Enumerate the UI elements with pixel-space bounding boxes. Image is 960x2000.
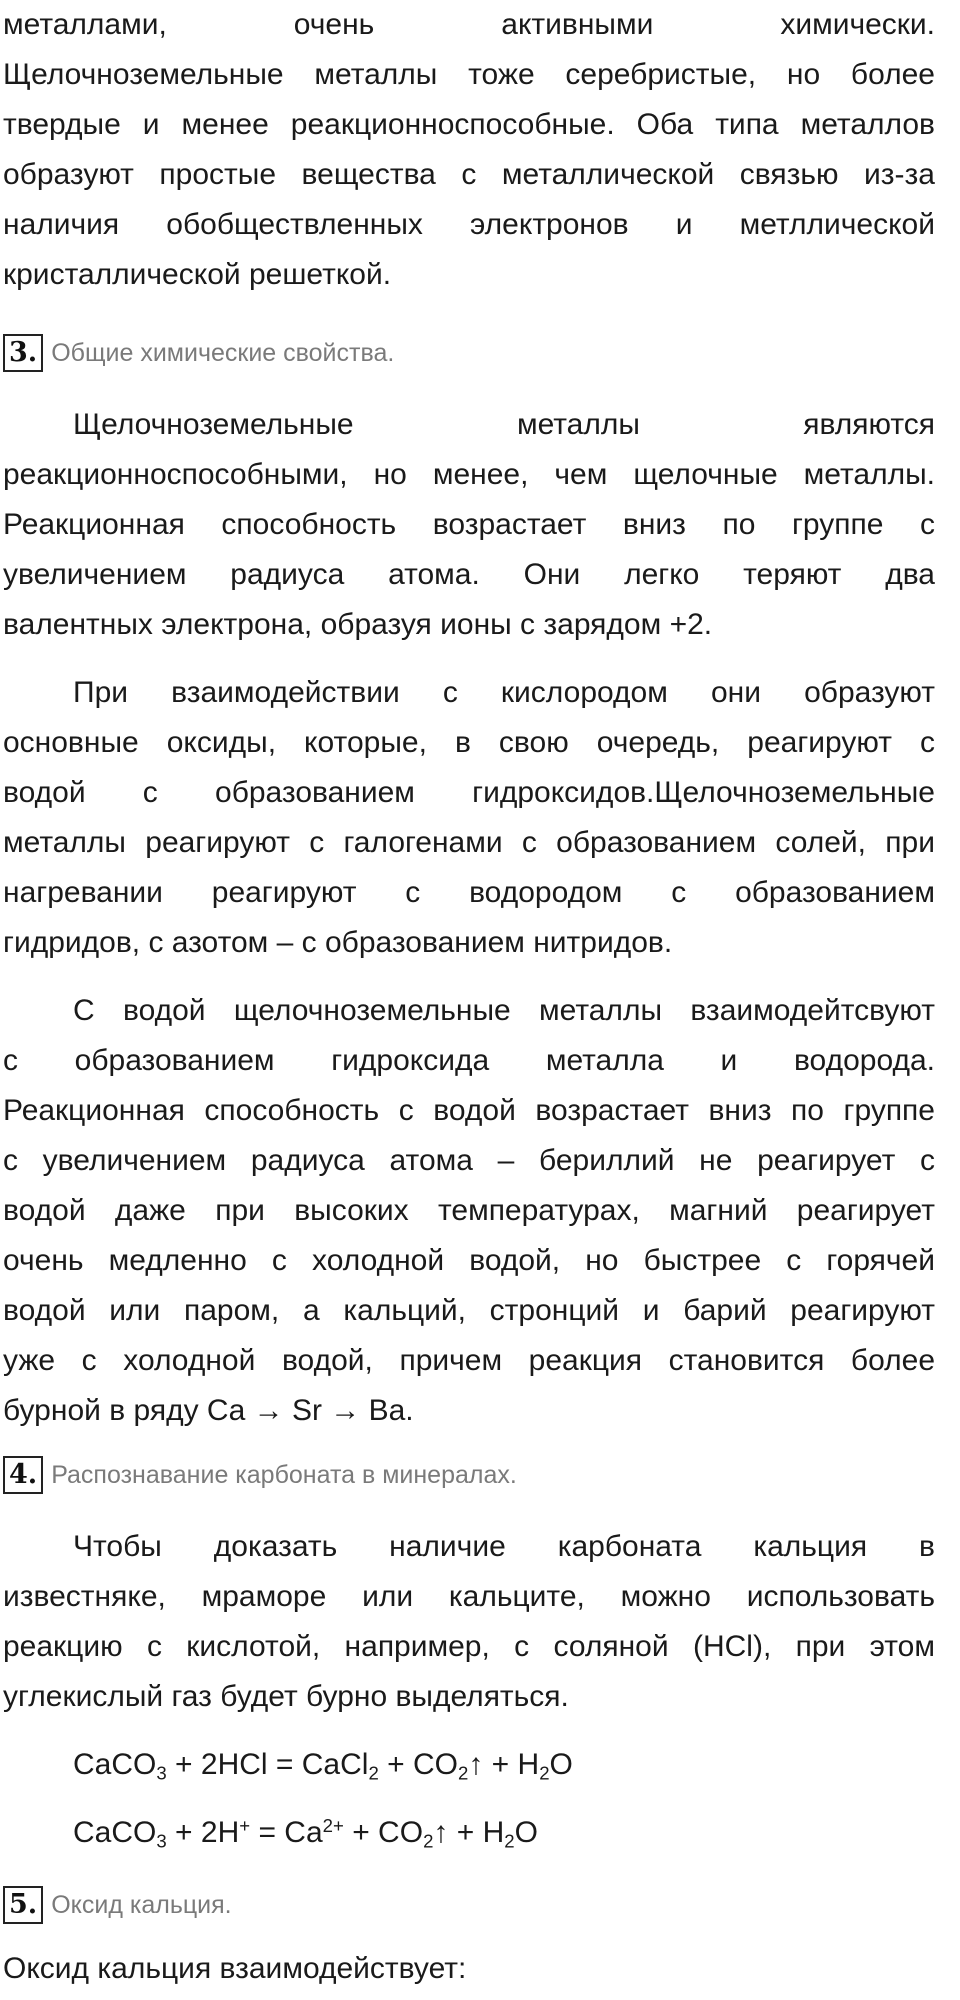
- text-line: водой с образованием гидроксидов.Щелочноземельные: [3, 776, 935, 809]
- text-line: Чтобы доказать наличие карбоната кальция в: [73, 1530, 935, 1563]
- section-heading: [3, 333, 394, 373]
- text-line: металлы реагируют с галогенами с образованием солей, при: [3, 826, 935, 859]
- text-line: реакцию с кислотой, например, с соляной (HCl), при этом: [3, 1630, 935, 1663]
- text-line: При взаимодействии с кислородом они образуют: [73, 676, 935, 709]
- text-line: кристаллической решеткой.: [3, 258, 392, 291]
- text-line: твердые и менее реакционноспособные. Оба типа металлов: [3, 108, 935, 141]
- text-line: металлами, очень активными химически.: [3, 8, 935, 41]
- formula-subscript: 3: [156, 1762, 167, 1784]
- section-heading: [3, 1455, 517, 1495]
- section-title: Общие химические свойства.: [51, 338, 395, 367]
- formula-subscript: 2: [539, 1762, 550, 1784]
- text-line: водой или паром, а кальций, стронций и барий реагируют: [3, 1294, 935, 1327]
- formula-part: O: [514, 1816, 538, 1849]
- section-heading: [3, 1885, 232, 1925]
- formula-part: + 2H: [166, 1816, 240, 1849]
- section-number: 3.: [3, 334, 43, 372]
- text-line: очень медленно с холодной водой, но быстрее с горячей: [3, 1244, 935, 1277]
- text-line: образуют простые вещества с металлической связью из-за: [3, 158, 935, 191]
- text-line: увеличением радиуса атома. Они легко теряют два: [3, 558, 935, 591]
- formula-part: CaCO: [73, 1748, 157, 1781]
- text-line: углекислый газ будет бурно выделяться.: [3, 1680, 569, 1713]
- text-line: Щелочноземельные металлы являются: [73, 408, 935, 441]
- formula-superscript: 2+: [322, 1814, 344, 1836]
- text-line: с увеличением радиуса атома – бериллий не реагирует с: [3, 1144, 935, 1177]
- chemical-equation: [73, 1740, 935, 1790]
- text-line: нагревании реагируют с водородом с образованием: [3, 876, 935, 909]
- formula-part: = Ca: [250, 1816, 323, 1849]
- formula-part: + 2HCl = CaCl: [166, 1748, 369, 1781]
- text-line: С водой щелочноземельные металлы взаимодейтсвуют: [73, 994, 935, 1027]
- formula-subscript: 2: [504, 1830, 515, 1852]
- text-line: основные оксиды, которые, в свою очередь, реагируют с: [3, 726, 935, 759]
- section-title: Оксид кальция.: [51, 1890, 232, 1919]
- text-line: уже с холодной водой, причем реакция становится более: [3, 1344, 935, 1377]
- ionic-equation: [73, 1808, 935, 1858]
- text-line: водой даже при высоких температурах, магний реагирует: [3, 1194, 935, 1227]
- formula-part: CaCO: [73, 1816, 157, 1849]
- section-number: 4.: [3, 1456, 43, 1494]
- text-line: валентных электрона, образуя ионы с зарядом +2.: [3, 608, 713, 641]
- formula-part: + CO: [378, 1748, 458, 1781]
- formula-part: O: [549, 1748, 573, 1781]
- text-line: с образованием гидроксида металла и водорода.: [3, 1044, 935, 1077]
- text-line: бурной в ряду Ca → Sr → Ba.: [3, 1394, 414, 1427]
- formula-part: ↑ + H: [468, 1748, 540, 1781]
- formula-subscript: 2: [458, 1762, 469, 1784]
- text-line: Реакционная способность возрастает вниз по группе с: [3, 508, 935, 541]
- formula-superscript: +: [239, 1814, 251, 1836]
- text-line: Щелочноземельные металлы тоже серебристые, но более: [3, 58, 935, 91]
- formula-subscript: 3: [156, 1830, 167, 1852]
- text-line: Реакционная способность с водой возрастает вниз по группе: [3, 1094, 935, 1127]
- formula-part: + CO: [343, 1816, 424, 1849]
- text-line: известняке, мраморе или кальците, можно использовать: [3, 1580, 935, 1613]
- section-number: 5.: [3, 1886, 43, 1924]
- text-line: реакционноспособными, но менее, чем щелочные металлы.: [3, 458, 935, 491]
- text-line: наличия обобществленных электронов и метллической: [3, 208, 935, 241]
- section-title: Распознавание карбоната в минералах.: [51, 1460, 517, 1489]
- text-line: Оксид кальция взаимодействует:: [3, 1952, 467, 1985]
- formula-subscript: 2: [423, 1830, 434, 1852]
- text-line: гидридов, с азотом – с образованием нитридов.: [3, 926, 673, 959]
- formula-part: ↑ + H: [433, 1816, 505, 1849]
- formula-subscript: 2: [368, 1762, 379, 1784]
